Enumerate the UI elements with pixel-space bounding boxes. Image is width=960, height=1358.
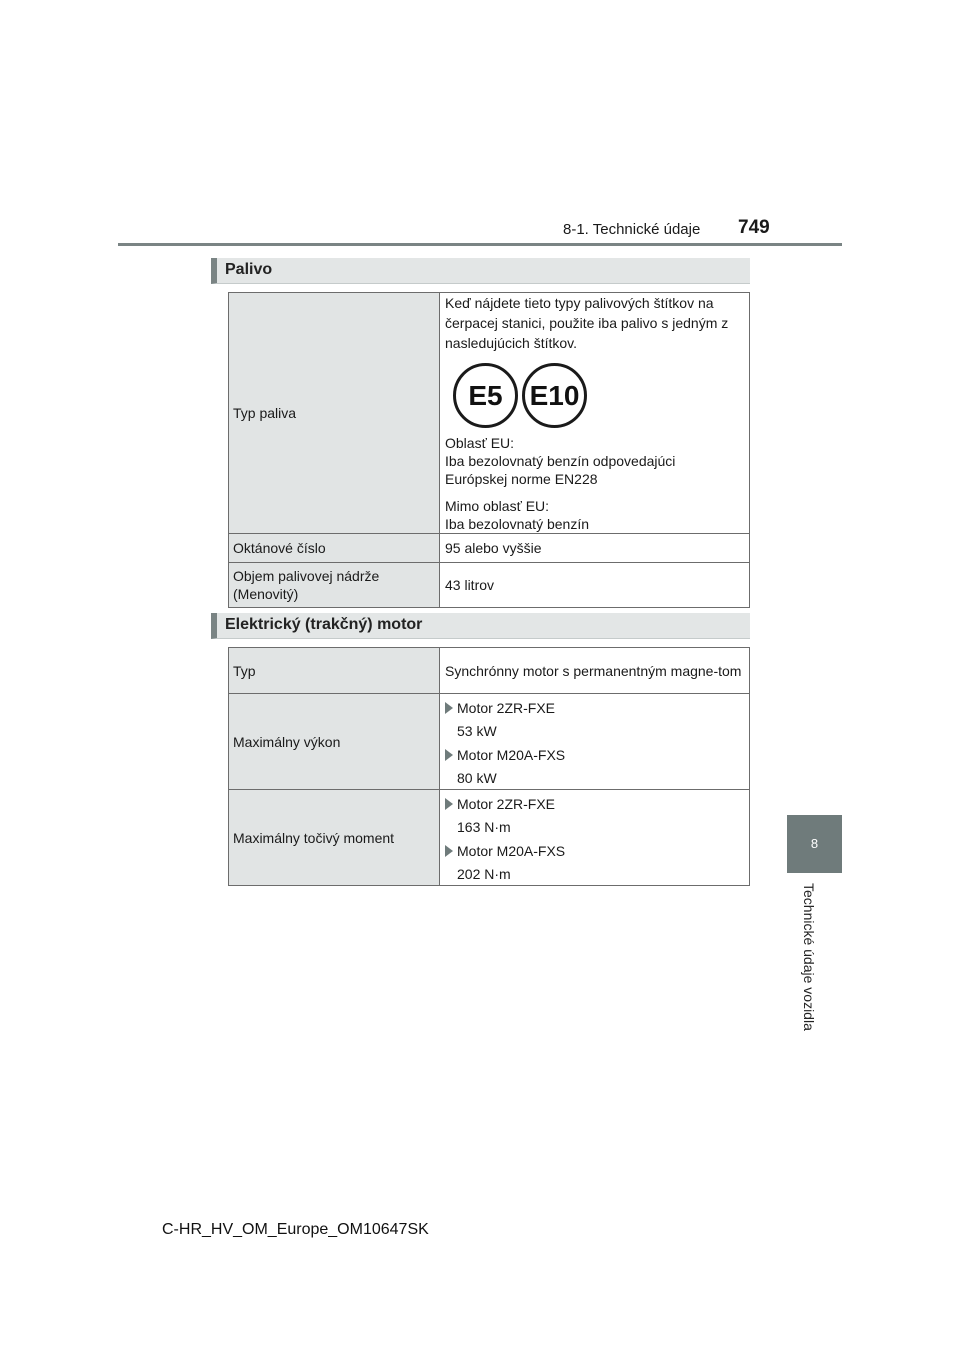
motor-heading-text: Elektrický (trakčný) motor [225, 616, 423, 633]
fuel-section-heading [211, 258, 750, 284]
non-eu-region-text: Mimo oblasť EU: [445, 498, 550, 514]
chapter-title: Technické údaje vozidla [801, 883, 817, 1031]
non-eu-region-detail: Iba bezolovnatý benzín [445, 516, 589, 532]
bullet-triangle-icon [445, 749, 453, 761]
motor-type-value: Synchrónny motor s permanentným magne-tom [440, 648, 750, 694]
fuel-spec-table [228, 292, 750, 608]
table-row [229, 790, 750, 886]
table-row [229, 694, 750, 790]
octane-label: Oktánové číslo [229, 534, 440, 563]
motor-spec-table [228, 647, 750, 886]
eu-region-detail: Iba bezolovnatý benzín odpovedajúci [445, 453, 676, 469]
tank-label-line: Objem palivovej nádrže [233, 568, 380, 584]
max-power-value [440, 694, 750, 790]
fuel-label-badges [453, 363, 744, 428]
max-power-label: Maximálny výkon [229, 694, 440, 790]
list-item [445, 793, 744, 815]
eu-region-text: Oblasť EU: [445, 435, 515, 451]
engine-name: Motor 2ZR-FXE [457, 795, 556, 812]
tank-value: 43 litrov [440, 563, 750, 608]
engine-name: Motor M20A-FXS [457, 746, 566, 763]
torque-value: 163 N·m [457, 818, 511, 835]
page-number: 749 [738, 217, 770, 238]
table-row [229, 563, 750, 608]
table-row [229, 293, 750, 534]
document-id: C-HR_HV_OM_Europe_OM10647SK [162, 1221, 429, 1238]
power-value: 53 kW [457, 722, 497, 739]
power-value: 80 kW [457, 769, 497, 786]
eu-region-detail: Európskej norme EN228 [445, 471, 598, 487]
list-item [445, 697, 744, 719]
bullet-triangle-icon [445, 845, 453, 857]
header-divider [118, 243, 842, 246]
max-torque-label: Maximálny točivý moment [229, 790, 440, 886]
bullet-triangle-icon [445, 702, 453, 714]
max-torque-value [440, 790, 750, 886]
fuel-type-value [440, 293, 750, 534]
tank-label [229, 563, 440, 608]
table-row [229, 534, 750, 563]
motor-type-label: Typ [229, 648, 440, 694]
chapter-tab[interactable]: 8 [787, 815, 842, 873]
section-title: 8-1. Technické údaje [563, 221, 701, 238]
bullet-triangle-icon [445, 798, 453, 810]
fuel-heading-text: Palivo [225, 261, 273, 278]
octane-value: 95 alebo vyššie [440, 534, 750, 563]
fuel-intro-text: Keď nájdete tieto typy palivových štítkov na čerpacej stanici, použite iba palivo s jedným z nasledujúcich štítkov. [445, 295, 729, 351]
e10-fuel-label-icon: E10 [522, 363, 587, 428]
motor-section-heading [211, 613, 750, 639]
engine-name: Motor M20A-FXS [457, 842, 566, 859]
torque-value: 202 N·m [457, 865, 511, 882]
list-item [445, 744, 744, 766]
list-item [445, 840, 744, 862]
engine-name: Motor 2ZR-FXE [457, 699, 556, 716]
e5-fuel-label-icon: E5 [453, 363, 518, 428]
fuel-type-label: Typ paliva [229, 293, 440, 534]
tank-label-line: (Menovitý) [233, 586, 299, 602]
table-row [229, 648, 750, 694]
